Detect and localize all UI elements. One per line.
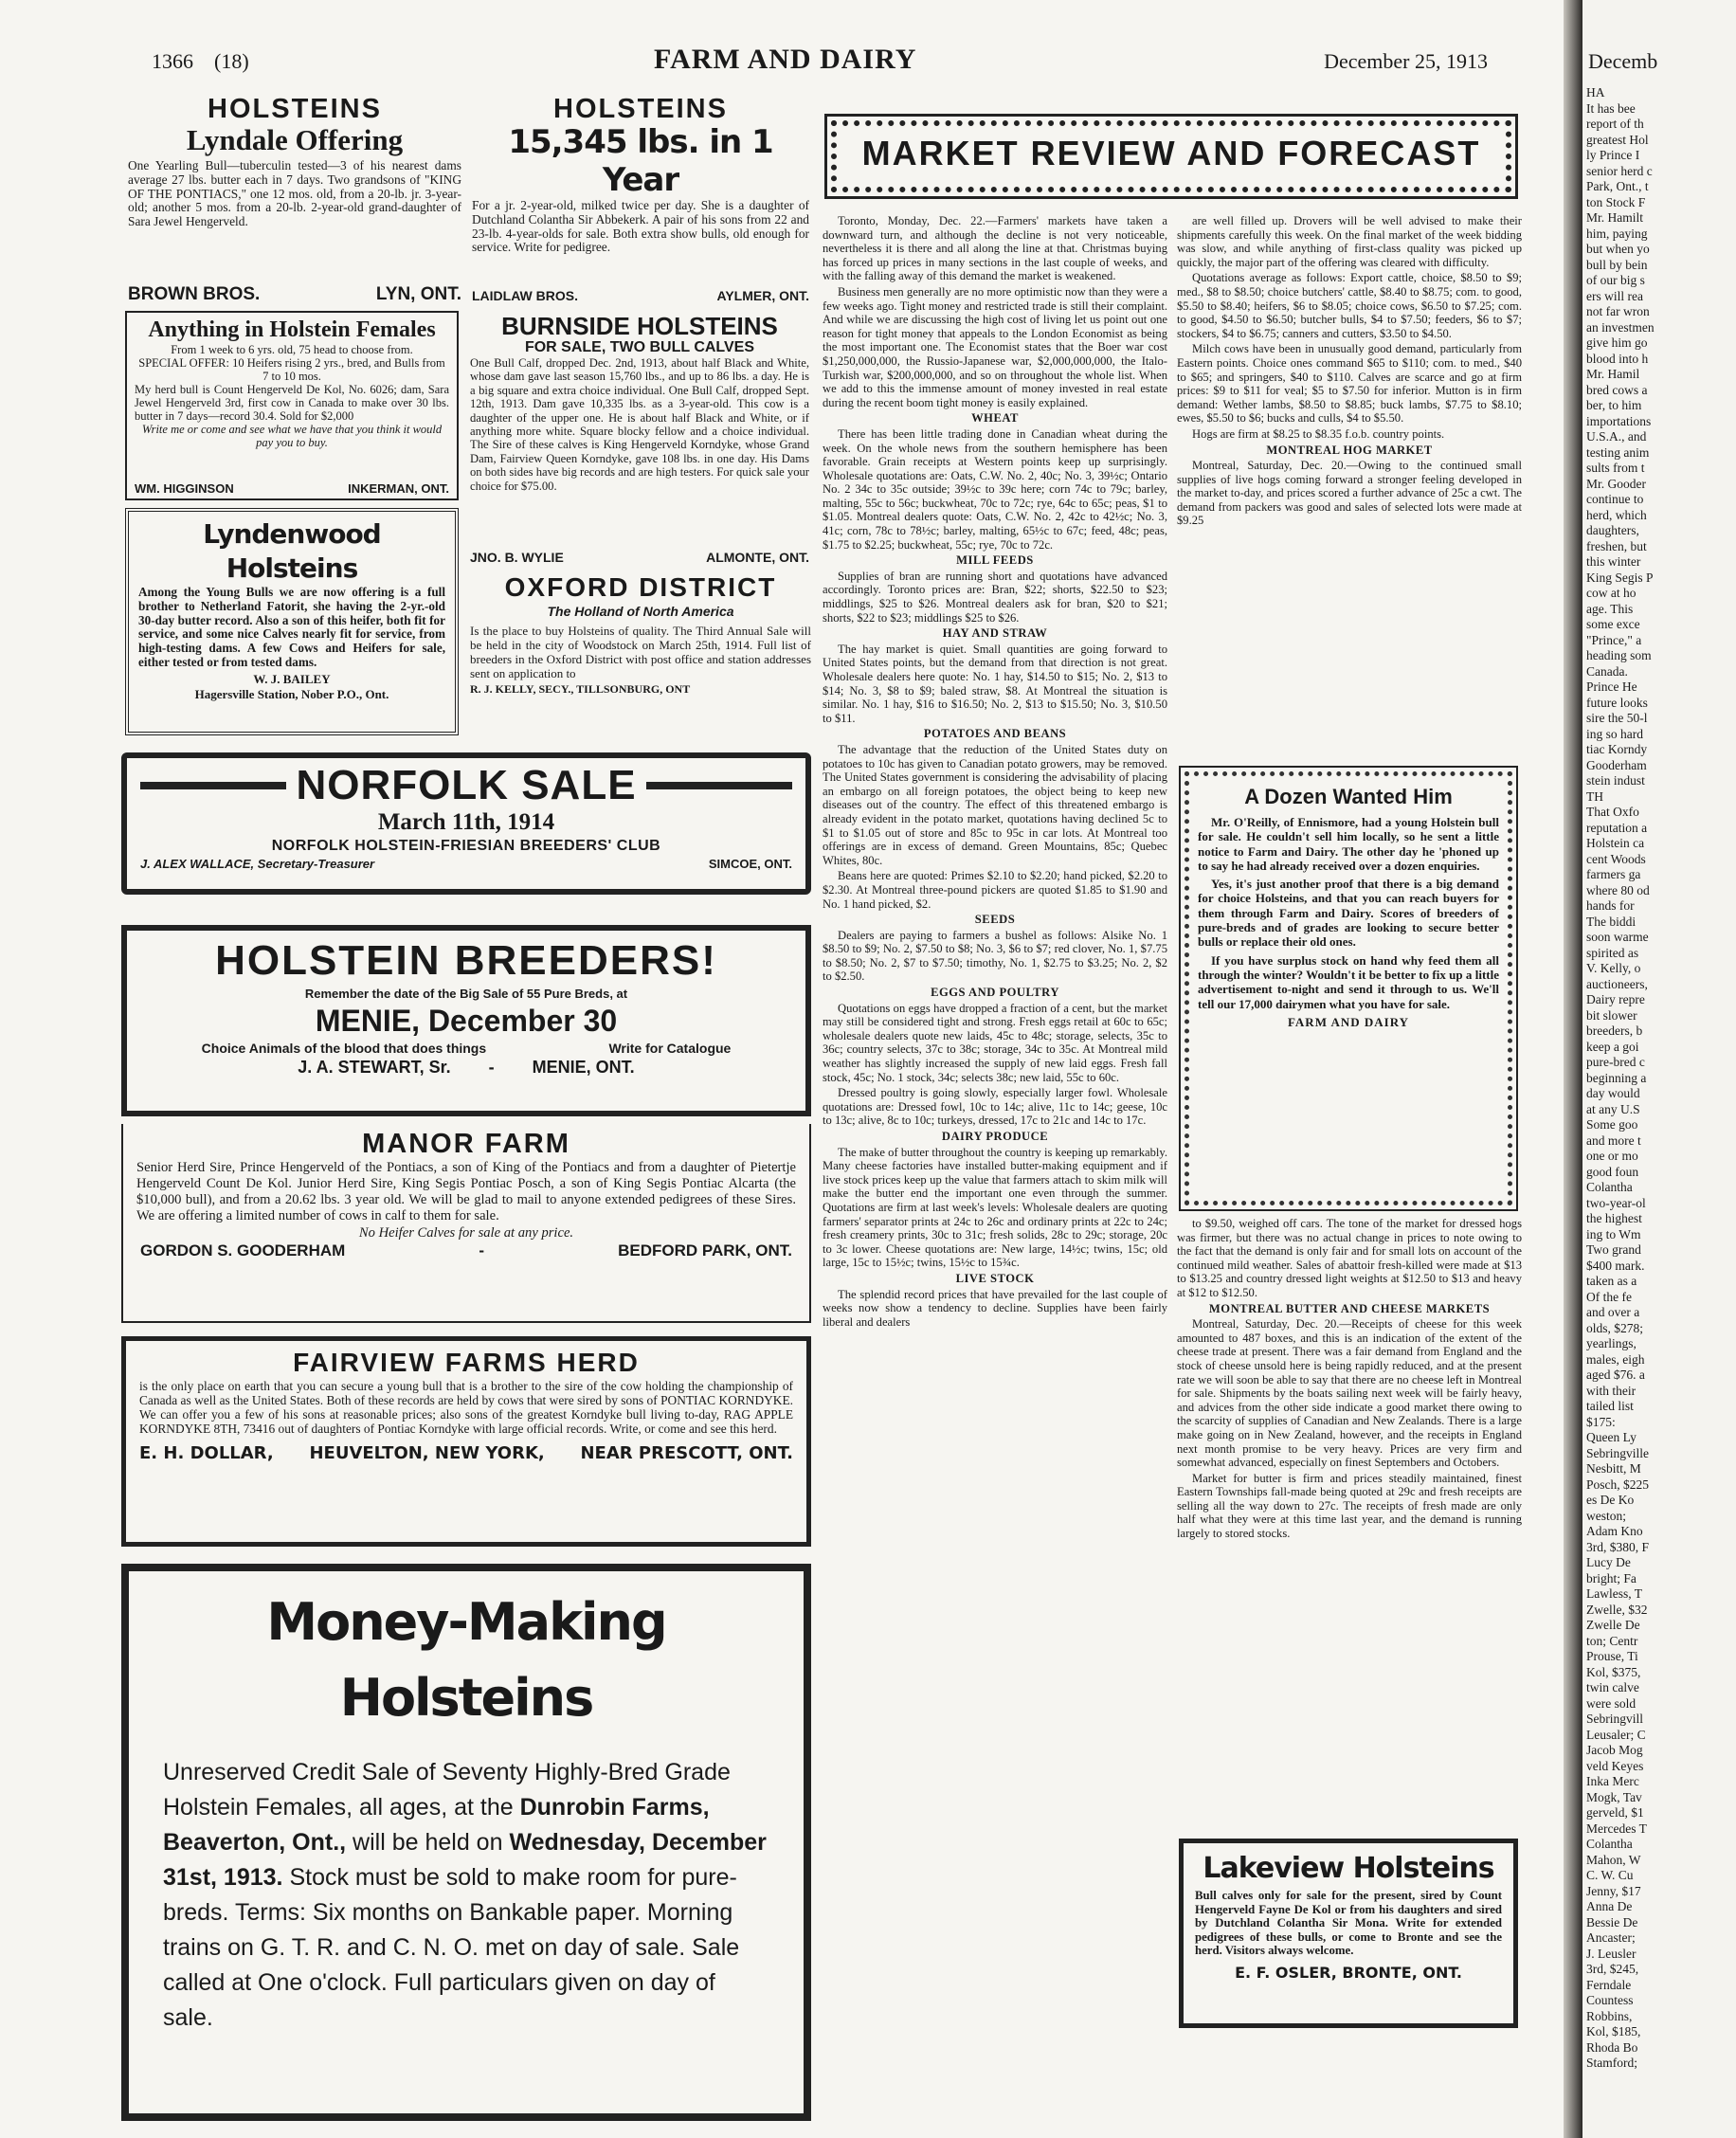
ad-headline: Anything in Holstein Females (148, 317, 436, 342)
market-subheading: WHEAT (971, 411, 1019, 426)
ad-advertiser: J. ALEX WALLACE, Secretary-Treasurer (140, 857, 375, 871)
box-paragraph: If you have surplus stock on hand why feed them all through the winter? Wouldn't it be better to fix up a little advertisement to-night and send it through to us. We'll tell our 17,000 dairymen what you have for sale. (1198, 952, 1499, 1011)
ad-location: Hagersville Station, Nober P.O., Ont. (194, 686, 389, 701)
ad-headline: Lyndale Offering (186, 123, 404, 156)
rule-left (140, 782, 286, 789)
ad-oxford-district (470, 572, 811, 735)
ad-line: Remember the date of the Big Sale of 55 Pure Breds, at (304, 987, 628, 1001)
ad-location: NEAR PRESCOTT, ONT. (580, 1443, 793, 1463)
ad-advertiser: WM. HIGGINSON (135, 481, 234, 496)
ad-advertiser: LAIDLAW BROS. (472, 288, 578, 303)
ad-headline: OXFORD DISTRICT (504, 572, 777, 602)
market-paragraph: Dressed poultry is going slowly, especially larger fowl. Wholesale quotations are: Dressed fowl, 10c to 14c; alive, 11c to 14c; geese, 10c to 13c; alive, 8c to 10c; turkeys, dressed, 17c to 21c and 14c to 17c. (823, 1086, 1167, 1128)
ad-advertiser: JNO. B. WYLIE (470, 550, 564, 565)
ad-tagline-left: Choice Animals of the blood that does things (201, 1041, 487, 1056)
adjacent-page-fragment (1582, 0, 1736, 2138)
ad-body: My herd bull is Count Hengerveld De Kol, No. 6026; dam, Sara Jewel Hengerveld 3rd, first cow in Canada to make over 30 lbs. butter in 7 days—record 30.4. Sold for $2,000 (135, 383, 449, 423)
page-number: 1366 (18) (152, 49, 249, 73)
market-paragraph: The splendid record prices that have prevailed for the last couple of weeks now show a tendency to decline. Supplies have been fairly liberal and dealers (823, 1287, 1167, 1329)
ad-headline: NORFOLK SALE (296, 762, 637, 808)
ad-headline-row (140, 762, 792, 809)
ad-money-making-holsteins (121, 1564, 811, 2121)
ad-headline: HOLSTEIN BREEDERS! (215, 937, 717, 984)
ad-advertiser: W. J. BAILEY (253, 671, 331, 686)
ad-signature (128, 284, 461, 305)
ad-signature (472, 288, 809, 303)
ad-italic-note: No Heifer Calves for sale at any price. (358, 1225, 574, 1241)
ad-subheadline: The Holland of North America (547, 604, 734, 619)
ad-manor-farm (121, 1124, 811, 1323)
market-subheading: EGGS AND POULTRY (931, 986, 1059, 1000)
ad-body: Bull calves only for sale for the present, sired by Count Hengerveld Fayne De Kol or from his daughters and sired by Dutchland Colantha Sir Mona. Write for extended pedigrees of these bulls, or come to Bronte and see the herd. Visitors always welcome. (1195, 1889, 1502, 1958)
ad-location: INKERMAN, ONT. (348, 481, 449, 496)
ad-signature (140, 857, 792, 871)
ad-text: Unreserved Credit Sale of Seventy Highly-Bred Grade Holstein Females, all ages, at the (163, 1759, 731, 1821)
ad-location-town: HEUVELTON, NEW YORK, (309, 1443, 545, 1463)
ad-advertiser: GORDON S. GOODERHAM (140, 1241, 346, 1259)
ad-date: March 11th, 1914 (377, 809, 555, 835)
ad-category: HOLSTEINS (553, 95, 728, 124)
ad-location: ALMONTE, ONT. (706, 550, 809, 565)
ad-signature: R. J. KELLY, SECY., TILLSONBURG, ONT (470, 682, 691, 696)
ad-signature: E. F. OSLER, BRONTE, ONT. (1235, 1963, 1462, 1982)
ad-headline: BURNSIDE HOLSTEINS (501, 313, 778, 340)
adjacent-running-head: Decemb (1588, 49, 1658, 73)
ad-headline: Lakeview Holsteins (1203, 1852, 1494, 1885)
page-gutter (1564, 0, 1582, 2138)
ad-advertiser: J. A. STEWART, Sr. (298, 1058, 451, 1077)
ad-location: LYN, ONT. (375, 284, 461, 304)
ad-farm: Dunrobin Farms, Beaverton, Ont., (163, 1794, 710, 1856)
page-header (152, 44, 1488, 82)
ad-body: Is the place to buy Holsteins of quality. The Third Annual Sale will be held in the city of Woodstock on March 25th, 1914. Full list of breeders in the Oxford District with post office and station addresses sent on application to (470, 624, 811, 680)
box-content (1198, 783, 1499, 1194)
market-review-banner (824, 114, 1518, 199)
market-subheading: POTATOES AND BEANS (923, 727, 1067, 741)
ad-body: One Yearling Bull—tuberculin tested—3 of his nearest dams average 27 lbs. butter each in 7 days. Two grandsons of "KING OF THE PONTIACS," one 12 mos. old, from a 20-lb. jr. 3-year-old; another 5 mos. from a 20-lb. 2-year-old grand-daughter of Sara Jewel Hengerveld. (128, 158, 461, 229)
ad-line: From 1 week to 6 yrs. old, 75 head to choose from. (171, 343, 413, 356)
ad-body: Senior Herd Sire, Prince Hengerveld of the Pontiacs, a son of King of the Pontiacs and from a daughter of Pietertje Hengerveld Count De Kol. Junior Herd Sire, King Segis Pontiac Posch, a son of King Segis Pontiac Alcarta (the $10,000 bull), and from a 20.62 lbs. 3 year old. We will be glad to mail to anyone extended pedigrees of these Sires. We are offering a limited number of cows in calf to them for sale. (136, 1160, 796, 1223)
ad-headline: FAIRVIEW FARMS HERD (293, 1348, 640, 1377)
ad-body: For a jr. 2-year-old, milked twice per day. She is a daughter of Dutchland Colantha Sir Abbekerk. A pair of his sons from 22 and 23-lb. 4-year-olds for sale. Both extra show bulls, old enough for service. Write for pedigree. (472, 198, 809, 255)
market-column-1 (823, 214, 1167, 2119)
ad-headline: MANOR FARM (362, 1129, 570, 1159)
market-paragraph: The make of butter throughout the country is keeping up remarkably. Many cheese factories have installed butter-making equipment and if live stock prices keep up the value that farmers attach to skim milk will make the butter end the important one even through the summer. Quotations are firm at last week's levels: Wholesale dealers are quoting farmers' separator prints at 24c to 26c and ordinary prints at 22c to 24c; fresh creamery prints, 30c to 31c; fresh solids, 28c to 29c; storage, 20c to 3c lower. Cheese quotations are: New large, 14½c; twins, 15c; old large, 15c to 15½c; twins, 15½c to 15¾c. (823, 1145, 1167, 1270)
market-paragraph: The advantage that the reduction of the United States duty on potatoes to 10c has given to Canadian potato growers, may be removed. The United States government is considering the advisability of placing an embargo on all foreign potatoes, the object being to keep new diseases out of the country. The effect of this threatened embargo is already evident in the potato market, quotations having declined 5c to $1 to $1.05 out of store and 85c to 95c in car lots. At Montreal too offerings are in excess of demand. Green Mountains, 85c; Quebec Whites, 80c. (823, 742, 1167, 867)
market-paragraph: Milch cows have been in unusually good demand, particularly from Eastern points. Choice ones command $65 to $110; com. to med., $40 to $65; and springers, $40 to $110. Calves are scarce and go at firm prices: $9 to $11 for veal; $5 to $7.50 for inferior. Mutton is in firm demand: Wether lambs, $8.50 to $8.85; buck lambs, $7.75 to $8.10; ewes, $5.50 to $6; bucks and culls, $4 to $5.50. (1177, 342, 1522, 426)
market-paragraph: are well filled up. Drovers will be well advised to make their shipments carefully this week. On the final market of the week bidding was slow, and while anything of first-class quality was picked up quickly, the major part of the offering was cleared with difficulty. (1177, 214, 1522, 269)
ad-headline: Lyndenwood Holsteins (203, 518, 381, 584)
market-paragraph: The hay market is quiet. Small quantities are going forward to United States points, but the demand from that direction is not great. Wholesale dealers here quote: No. 1 hay, $14.50 to $15; No. 2, $13 to $14; No. 3, $8 to $9; baled straw, $8. At Montreal the situation is similar. No. 1 hay, $16 to $16.50; No. 2, $13 to $15.50; No. 3, $10.50 to $11. (823, 642, 1167, 725)
market-paragraph: There has been little trading done in Canadian wheat during the week. On the whole news from the southern hemisphere has been favorable. Grain receipts at Western points keep up surprisingly. Wholesale quotations are: Oats, C.W. No. 2, 40c; No. 3, 39½c; Ontario No. 2 34c to 35c outside; 39½c to 39c here; corn 74c to 79c; barley, malting, 55c to 56c; buckwheat, 70c to 72c; rye, 64c to 65c; peas, $1 to $1.05. Montreal dealers quote: Oats, C.W. No. 2, 42c to 42½c; No. 3, 41c; corn, 78c to 78½c; barley, malting, 65½c to 67c; feed, 48c; peas, $1.75 to $2.25; buckwheat, 55c; rye, 70c to 72c. (823, 426, 1167, 552)
box-signature: FARM AND DAIRY (1287, 1014, 1410, 1029)
market-subheading: MONTREAL HOG MARKET (1266, 443, 1433, 457)
ad-location: BEDFORD PARK, ONT. (618, 1241, 792, 1259)
ad-taglines (140, 1039, 792, 1058)
market-paragraph: Business men generally are no more optimistic now than they were a few weeks ago. Tight money and restricted trade is still their complaint. And while we are discussing the high cost of living let us point out one reason for tight money that appeals to the London Economist as being the most important one. The Economist states that the Boer war cost $1,250,000,000, the Russio-Japanese war, $2,000,000,000, the Italo-Turkish war, $200,000,000, and so on throughout the whole list. When we add to this the immense amount of money invested in real estate during the recent boom tight money is easily explained. (823, 284, 1167, 409)
ad-signature (470, 550, 809, 565)
ad-signature (140, 1058, 792, 1078)
market-column-2-top (1177, 214, 1522, 764)
market-paragraph: Quotations on eggs have dropped a fraction of a cent, but the market may still be considered tight and strong. Fresh eggs retail at 60c to 65c; wholesale dealers quote new laids, 45c to 48c; storage, selects, 35c to 36c; country selects, 37c to 38c; storage, 34c to 35c. At Montreal mild weather has slightly increased the supply of new laid eggs. Fresh fall stock, 45c; No. 1 stock, 34c; selects 38c; new laid, 55c to 60c. (823, 1001, 1167, 1084)
ad-dash: - (479, 1241, 485, 1259)
ad-body: Among the Young Bulls we are now offering is a full brother to Netherland Fatorit, she having the 2-yr.-old 30-day butter record. Also a son of this heifer, both fit for service, and some nice Calves nearly fit for service, from high-testing dams. A few Cows and Heifers for sale, either tested or from tested dams. (138, 585, 445, 669)
ad-signature (135, 481, 449, 496)
ad-special-offer: SPECIAL OFFER: 10 Heifers rising 2 yrs., bred, and Bulls from 7 to 10 mos. (138, 356, 445, 383)
ad-text: will be held on (353, 1829, 503, 1856)
ad-signature (139, 1443, 793, 1463)
market-subheading: MILL FEEDS (956, 553, 1034, 568)
market-subheading: SEEDS (974, 913, 1016, 927)
market-subheading: MONTREAL BUTTER AND CHEESE MARKETS (1208, 1301, 1491, 1315)
market-paragraph: Quotations average as follows: Export cattle, choice, $8.50 to $9; med., $8 to $8.50; choice butchers' cattle, $8.40 to $8.75; com. to good, $5.50 to $8.40; heifers, $6 to $8.05; choice cows, $6.50 to $7.25; com. to good, $4.50 to $6.50; butcher bulls, $4 to $7.50; feeders, $6 to $7; stockers, $4 to $6.75; canners and cutters, $3.50 to $4.50. (1177, 271, 1522, 340)
ad-lyndenwood-holsteins (125, 508, 459, 735)
ad-date: Wednesday, December 31st, 1913. (163, 1829, 767, 1891)
box-paragraph: Mr. O'Reilly, of Ennismore, had a young Holstein bull for sale. He couldn't sell him locally, so he sent a little notice to Farm and Dairy. The other day he 'phoned up to say he had already received over a dozen enquiries. (1198, 815, 1499, 873)
market-paragraph: Montreal, Saturday, Dec. 20.—Receipts of cheese for this week amounted to 487 boxes, and this is an indication of the extent of the cheese trade at present. There was a fair demand from England and the stock of cheese unsold here is being rapidly reduced, and at the present rate we will soon be able to say that there are no cheese left in Montreal for sale. Shipments by the boats sailing next week will be fairly heavy, and advices from the other side indicate a good market there owing to the scarcity of supplies of Canadian and New Zealands. There is a large make going on in New Zealand, however, and the receipts in England next month promise to be very heavy. Prices are very firm and somewhat advanced, especially on finest Septembers and Octobers. (1177, 1317, 1522, 1470)
ad-dozen-wanted-him (1179, 766, 1518, 1211)
adjacent-text: HA It has bee report of th greatest Hol ly Prince I senior herd c Park, Ont., t ton Stock F Mr. Hamilt him, paying but when yo bull by bein of our big s ers will rea not far wron an investmen give him go blood into h Mr. Hamil bred cows a ber, to him importations U.S.A., and testing anim sults from t Mr. Gooder continue to herd, which daughters, freshen, but this winter King Segis P cow at ho age. This some exce "Prince," a heading som Canada. Prince He future looks sire the 50-l ing so hard tiac Korndy Gooderham stein indust TH That Oxfo reputation a Holstein ca cent Woods farmers ga where 80 od hands for The biddi soon warme spirited as V. Kelly, o auctioneers, Dairy repre bit slower breeders, b keep a goi pure-bred c beginning a day would at any U.S Some goo and more t one or mo good foun Colantha two-year-ol the highest ing to Wm Two grand $400 mark. taken as a Of the fe and over a olds, $278; yearlings, males, eigh aged $76. a with their tailed list $175: Queen Ly Sebringville Nesbitt, M Posch, $225 es De Ko weston; Adam Kno 3rd, $380, F Lucy De bright; Fa Lawless, T Zwelle, $32 Zwelle De ton; Centr Prouse, Ti Kol, $375, twin calve were sold Sebringvill Leusaler; C Jacob Mog veld Keyes Inka Merc Mogk, Tav gerveld, $1 Mercedes T Colantha Mahon, W C. W. Cu Jenny, $17 Anna De Bessie De Ancaster; J. Leusler 3rd, $245, Ferndale Countess Robbins, Kol, $185, Rhoda Bo Stamford; (1586, 85, 1655, 2070)
ad-laidlaw-bros (472, 95, 809, 305)
ad-location: MENIE, ONT. (532, 1058, 635, 1077)
ad-headline: Money-Making Holsteins (266, 1592, 666, 1728)
ad-advertiser: E. H. DOLLAR, (139, 1443, 274, 1463)
ad-headline: 15,345 lbs. in 1 Year (508, 123, 773, 199)
box-paragraph: Yes, it's just another proof that there is a big demand for choice Holsteins, and that you can reach buyers for them through Farm and Dairy. Scores of breeders of pure-breds and of grades are looking to secure better bulls or replace their old ones. (1198, 877, 1499, 950)
market-paragraph: Market for butter is firm and prices steadily maintained, finest Eastern Townships fall-made being quoted at 29c and fresh receipts are selling all the way down to 27c. The receipts of fresh made are only half what they were at this time last year, and the demand is running largely to stored stocks. (1177, 1471, 1522, 1541)
market-subheading: DAIRY PRODUCE (941, 1130, 1049, 1143)
ad-category: HOLSTEINS (208, 95, 382, 124)
ad-holstein-breeders (121, 925, 811, 1116)
market-subheading: HAY AND STRAW (942, 626, 1048, 641)
ad-text: Stock must be sold to make room for pure-breds. Terms: Six months on Bankable paper. Morning trains on G. T. R. and C. N. O. met on day of sale. Sale called at One o'clock. Full particulars given on day of sale. (163, 1864, 740, 2031)
market-paragraph: Hogs are firm at $8.25 to $8.35 f.o.b. country points. (1192, 426, 1445, 441)
market-paragraph: Montreal, Saturday, Dec. 20.—Owing to the continued small supplies of live hogs coming forward a stronger feeling developed in the market to-day, and prices scored a further advance of 25c a cwt. The demand from packers was good and sales of selected lots were made at $9.25 (1177, 459, 1522, 528)
market-subheading: LIVE STOCK (955, 1271, 1035, 1285)
market-paragraph: Toronto, Monday, Dec. 22.—Farmers' markets have taken a downward turn, and although the decline is not very noticeable, nevertheless it is there and all along the line at that. Christmas buying has forced up prices in many sections in the last couple of weeks, and with the falling away of this demand the market is weakened. (823, 214, 1167, 283)
ad-tagline-right: Write for Catalogue (608, 1041, 732, 1056)
ad-norfolk-sale (121, 752, 811, 895)
ad-dash: - (488, 1058, 495, 1077)
ad-signature (136, 1241, 796, 1260)
ad-event: MENIE, December 30 (315, 1004, 618, 1038)
market-paragraph: to $9.50, weighed off cars. The tone of the market for dressed hogs was firmer, but there was no actual change in prices to note owing to the fact that the demand is only fair and for small lots on account of the continued mild weather. Sales of abattoir fresh-killed were made at $13 to $13.25 and country dressed light weights at $12.50 to $13 and heavy at $12 to $12.50. (1177, 1217, 1522, 1299)
ad-wm-higginson (125, 311, 459, 500)
ad-italic-note: Write me or come and see what we have that you think it would pay you to buy. (141, 423, 443, 449)
issue-date: December 25, 1913 (1324, 49, 1488, 73)
rule-right (646, 782, 792, 789)
ad-body (163, 1755, 769, 2036)
ad-fairview-farms (121, 1336, 811, 1547)
ad-lyndale-offering (128, 95, 461, 305)
market-paragraph: Supplies of bran are running short and quotations have advanced accordingly. Toronto prices are: Bran, $22; shorts, $22.50 to $23; middlings, $25 to $26. Montreal dealers ask for bran, $20 to $21; shorts, $22 to $23; middlings $25 to $26. (823, 569, 1167, 625)
market-paragraph: Beans here are quoted: Primes $2.10 to $2.20; hand picked, $2.20 to $2.30. At Montreal three-pound pickers are quoted $1.85 to $1.90 and No. 1 hand picked, $2. (823, 869, 1167, 911)
ad-location: SIMCOE, ONT. (708, 857, 792, 871)
ad-lakeview-holsteins (1179, 1839, 1518, 2028)
ad-subheadline: FOR SALE, TWO BULL CALVES (524, 339, 755, 355)
ad-body: is the only place on earth that you can secure a young bull that is a brother to the sire of the cow holding the championship of Canada as well as the United States. Both of these records are held by cows that were sired by sons of PONTIAC KORNDYKE. We can offer you a few of his sons at reasonable prices; also sons of the greatest Korndyke bull living to-day, RAG APPLE KORNDYKE 8TH, 73416 out of daughters of Pontiac Korndyke with large official records. Write, or come and see this herd. (139, 1379, 793, 1436)
box-headline: A Dozen Wanted Him (1244, 785, 1453, 808)
ad-burnside-holsteins (470, 313, 809, 569)
ad-club: NORFOLK HOLSTEIN-FRIESIAN BREEDERS' CLUB (271, 838, 661, 854)
ad-body: One Bull Calf, dropped Dec. 2nd, 1913, about half Black and White, whose dam gave last season 15,760 lbs., and up to 86 lbs. a day. He is a big square and extra choice individual. One Bull Calf, dropped Sept. 12th, 1913. Dam gave 10,335 lbs. as a 3-year-old. This cow is a daughter of the upper one. He is about half Black and White, or if anything more white. Square blocky fellow and a choice individual. The Sire of these calves is King Hengerveld Korndyke, whose Grand Dam, Fairview Queen Korndyke, gave 108 lbs. in one day. His Dams on both sides have big records and are high testers. For quick sale your choice for $75.00. (470, 356, 809, 493)
section-title: MARKET REVIEW AND FORECAST (861, 134, 1481, 172)
ad-advertiser: BROWN BROS. (128, 284, 261, 304)
market-column-2-bottom (1177, 1217, 1522, 1833)
ad-location: AYLMER, ONT. (716, 288, 809, 303)
market-paragraph: Dealers are paying to farmers a bushel as follows: Alsike No. 1 $8.50 to $9; No. 2, $7.50 to $8; No. 3, $6 to $7; red clover, No. 1, $7.75 to $8.50; No. 2, $7 to $7.50; timothy, No. 1, $2.75 to $3.25; No. 2, $2 to $2.50. (823, 928, 1167, 984)
masthead-title: FARM AND DAIRY (654, 44, 917, 75)
